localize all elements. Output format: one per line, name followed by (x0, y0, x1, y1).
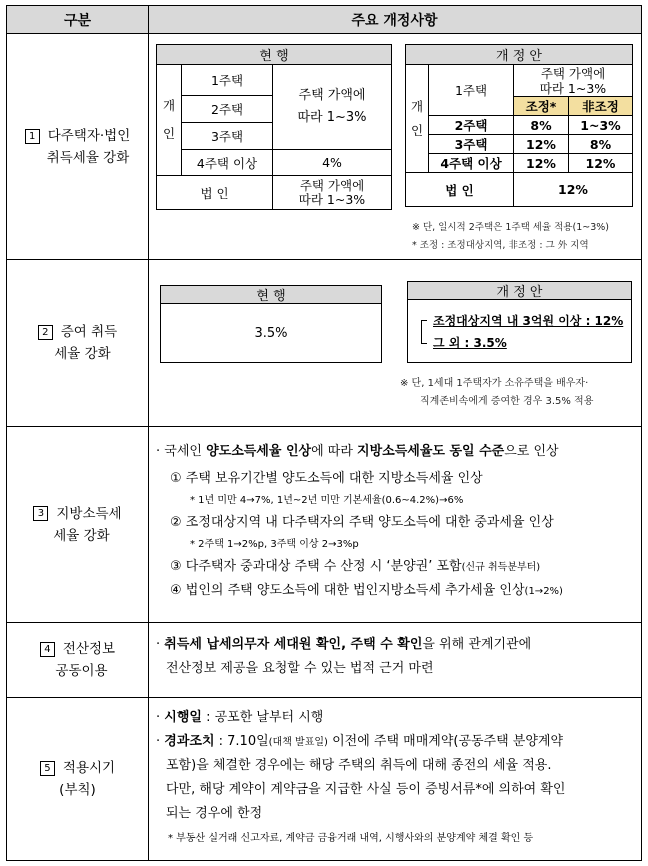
row3-title-line1: 지방소득세 (56, 505, 122, 522)
row2-title-line2: 세율 강화 (54, 346, 111, 362)
row1-revised-1house: 1주택 (429, 65, 514, 116)
row1-current-in: 인 (162, 126, 176, 141)
row3-item3-tail: (신규 취득분부터) (461, 562, 541, 573)
row5-effective-text: : 공포한 날부터 시행 (201, 710, 324, 725)
row3-item4-mark: ④ (170, 583, 182, 598)
row1-note2: * 조정 : 조정대상지역, 非조정 : 그 外 지역 (412, 240, 589, 251)
row2-number: 2 (38, 325, 53, 340)
row5-transition-l1: · 경과조치 : 7.10일(대책 발표일) 이전에 주택 매매계약(공동주택 분양계약 (156, 734, 564, 749)
row1-revised-3house-a: 12% (514, 135, 569, 154)
row1-revised-2house: 2주택 (429, 116, 514, 135)
row1-category (7, 35, 148, 259)
row3-number: 3 (33, 506, 48, 521)
row1-revised-in: 인 (410, 122, 424, 138)
row3-item1-text: 주택 보유기간별 양도소득에 대한 지방소득세율 인상 (185, 471, 483, 486)
row2-revised-line2: 그 외 : 3.5% (433, 336, 507, 350)
row2-title-line1: 증여 취득 (60, 324, 118, 340)
row4-line2: 전산정보 제공을 요청할 수 있는 법적 근거 마련 (166, 661, 434, 676)
row1-revised-corp: 법 인 (406, 173, 514, 207)
row1-title-line2: 취득세율 강화 (46, 150, 130, 166)
row3-item1-mark: ① (170, 471, 182, 486)
row3-title-line2: 세율 강화 (53, 527, 110, 544)
row1-revised-3house-b: 8% (569, 135, 633, 154)
row1-revised-2house-a: 8% (514, 116, 569, 135)
row1-current-individual (157, 65, 182, 176)
row3-lead-e: 으로 인상 (504, 444, 559, 459)
row5-transition-small: (대책 발표일) (268, 737, 328, 748)
row4-category (7, 623, 148, 697)
row5-transition-b: 이전에 주택 매매계약(공동주택 분양계약 (327, 734, 564, 749)
row1-revised-gae: 개 (410, 98, 424, 114)
row1-current-4house: 4주택 이상 (182, 150, 273, 176)
row3-item4 (170, 580, 563, 603)
row5-transition-a: : 7.10일 (214, 734, 269, 749)
row3-lead-b: 양도소득세율 인상 (206, 444, 312, 459)
row5-effective: · 시행일 : 공포한 날부터 시행 (156, 710, 324, 725)
row2-current-value: 3.5% (254, 326, 288, 341)
row2-current-title: 현 행 (161, 286, 381, 304)
row5-transition-l4: 되는 경우에 한정 (166, 806, 263, 821)
row1-revised-4house-b: 12% (569, 154, 633, 173)
row5-category (7, 698, 148, 860)
row3-lead: · 국세인 양도소득세율 인상에 따라 지방소득세율도 동일 수준으로 인상 (156, 444, 559, 459)
row3-category (7, 427, 148, 622)
row5-title-line2: (부칙) (59, 782, 96, 798)
row1-revised-col-nonadjusted: 非조정 (569, 97, 633, 116)
row3-item4-text: 법인의 주택 양도소득에 대한 법인지방소득세 추가세율 인상 (185, 583, 525, 598)
row1-current-corp-rate-l1: 주택 가액에 (299, 177, 365, 193)
row1-current-rate4: 4% (273, 150, 392, 176)
row1-revised-4house-a: 12% (514, 154, 569, 173)
row4-line1: · 취득세 납세의무자 세대원 확인, 주택 수 확인을 위해 관계기관에 (156, 637, 532, 652)
row3-item2 (170, 512, 554, 534)
row1-current-rate-l1: 주택 가액에 (298, 88, 366, 103)
row1-revised-2house-b: 1~3% (569, 116, 633, 135)
row3-item2-mark: ② (170, 515, 182, 530)
row1-title-line1: 다주택자·법인 (47, 128, 131, 144)
row5-transition-l3: 다만, 해당 계약이 계약금을 지급한 사실 등이 증빙서류*에 의하여 확인 (166, 782, 566, 797)
row3-lead-c: 에 따라 (311, 444, 358, 459)
row2-category (7, 260, 148, 426)
row3-item4-tail: (1→2%) (524, 586, 563, 597)
row1-revised-individual (406, 65, 429, 173)
row1-number: 1 (25, 129, 40, 144)
row1-revised-4house: 4주택 이상 (429, 154, 514, 173)
row2-note1: ※ 단, 1세대 1주택자가 소유주택을 배우자· (400, 378, 589, 389)
row3-item3-text: 다주택자 중과대상 주택 수 산정 시 ‘분양권’ 포함 (185, 559, 462, 574)
row1-revised-table (405, 44, 633, 207)
row3-lead-a: 국세인 (164, 444, 207, 459)
row3-item3-mark: ③ (170, 559, 182, 574)
row1-revised-rate1-l2: 따라 1~3% (539, 80, 607, 96)
row1-current-corp-rate-l2: 따라 1~3% (298, 191, 366, 207)
row1-revised-rate1 (514, 65, 633, 97)
row1-current-3house: 3주택 (182, 123, 273, 150)
row4-title-line1: 전산정보 (62, 641, 116, 657)
row4-number: 4 (40, 642, 55, 657)
row2-revised-line1: 조정대상지역 내 3억원 이상 : 12% (433, 314, 624, 328)
row5-number: 5 (40, 761, 55, 776)
row3-lead-d: 지방소득세율도 동일 수준 (357, 444, 505, 459)
row3-sub2: * 2주택 1→2%p, 3주택 이상 2→3%p (190, 539, 359, 550)
row4-line1-bold: 취득세 납세의무자 세대원 확인, 주택 수 확인 (164, 637, 423, 652)
row3-item1 (170, 468, 483, 490)
header-category: 구분 (63, 13, 92, 29)
row1-current-table (156, 44, 392, 210)
row1-revised-3house: 3주택 (429, 135, 514, 154)
row1-current-2house: 2주택 (182, 96, 273, 123)
row1-revised-col-adjusted: 조정* (514, 97, 569, 116)
row1-current-rate (273, 65, 392, 150)
row1-revised-title: 개 정 안 (406, 45, 633, 65)
row2-note2: 직계존비속에게 증여한 경우 3.5% 적용 (420, 396, 594, 407)
row3-item3 (170, 556, 540, 579)
header-main-changes: 주요 개정사항 (351, 13, 438, 29)
row1-current-corp: 법 인 (157, 176, 273, 210)
row4-line1-rest: 을 위해 관계기관에 (422, 637, 532, 652)
row1-current-title: 현 행 (157, 45, 392, 65)
row1-current-1house: 1주택 (182, 65, 273, 96)
row1-current-gae: 개 (162, 98, 176, 113)
row1-current-rate-l2: 따라 1~3% (297, 110, 367, 125)
column-divider (148, 6, 149, 860)
row1-current-corp-rate (273, 176, 392, 210)
row5-transition-l2: 포함)을 체결한 경우에는 해당 주택의 취득에 대해 종전의 세율 적용. (166, 758, 552, 773)
row5-footnote: * 부동산 실거래 신고자료, 계약금 금융거래 내역, 시행사와의 분양계약 체결 확인 등 (168, 833, 534, 844)
row5-transition-label: 경과조치 (164, 734, 215, 749)
row2-revised-title: 개 정 안 (408, 282, 631, 300)
row4-title-line2: 공동이용 (55, 663, 108, 679)
row2-bracket (421, 320, 427, 344)
row5-title-line1: 적용시기 (62, 760, 116, 776)
row1-revised-corp-rate: 12% (514, 173, 633, 207)
row5-effective-label: 시행일 (164, 710, 202, 725)
row3-item2-text: 조정대상지역 내 다주택자의 주택 양도소득에 대한 중과세율 인상 (185, 515, 554, 530)
row1-note1: ※ 단, 일시적 2주택은 1주택 세율 적용(1~3%) (412, 222, 609, 233)
row3-sub1: * 1년 미만 4→7%, 1년~2년 미만 기본세율(0.6~4.2%)→6% (190, 495, 464, 506)
row1-revised-rate1-l1: 주택 가액에 (540, 65, 606, 81)
